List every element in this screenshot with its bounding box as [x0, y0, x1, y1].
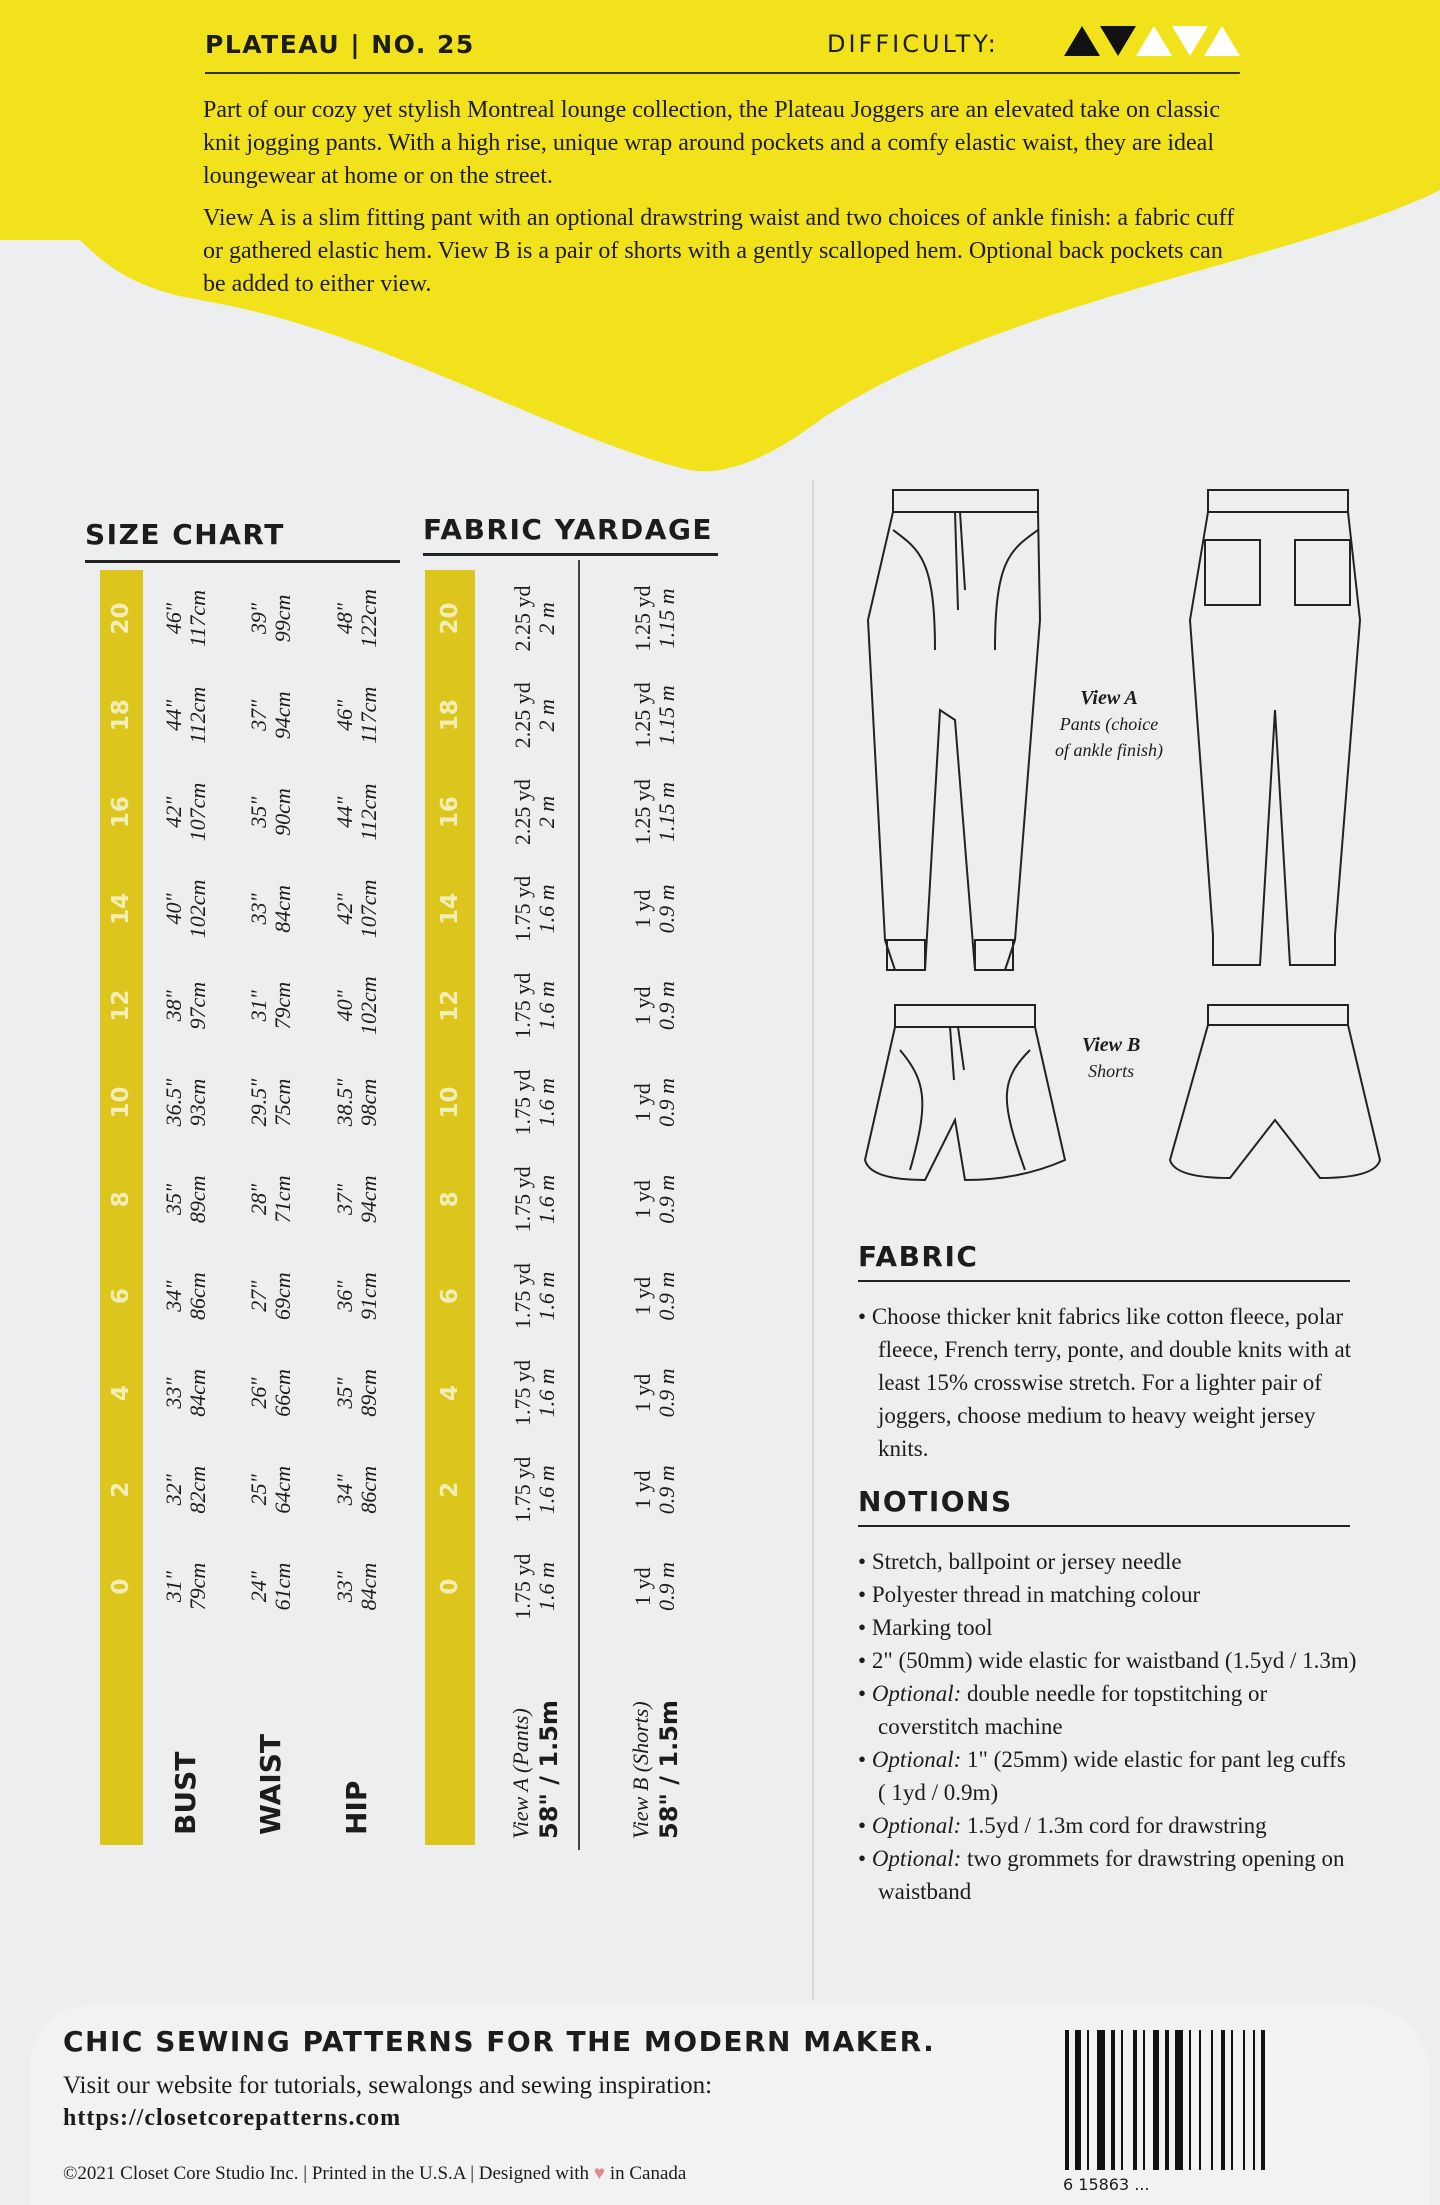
yardage-cell — [475, 1441, 595, 1538]
yardage-cell — [475, 1248, 595, 1345]
inches-value: 37" — [246, 699, 272, 731]
size-header: 0 — [425, 1538, 475, 1635]
view-b-back-drawing — [1170, 1005, 1380, 1178]
yard-value: 1.75 yd — [510, 1263, 536, 1330]
cm-value: 112cm — [184, 686, 210, 744]
yardage-cell — [595, 1151, 715, 1248]
inches-value: 35" — [160, 1183, 186, 1215]
yardage-cell — [475, 861, 595, 958]
cm-value: 107cm — [184, 782, 210, 842]
size-header: 18 — [100, 667, 143, 764]
copyright-canada: in Canada — [609, 2163, 687, 2184]
notion-item: • Optional: 1" (25mm) wide elastic for pant leg cuffs ( 1yd / 0.9m) — [858, 1747, 1346, 1805]
cm-value: 90cm — [270, 788, 296, 836]
inches-value: 32" — [160, 1474, 186, 1506]
size-cell — [143, 1151, 229, 1248]
barcode-bar — [1111, 2030, 1115, 2170]
cm-value: 99cm — [270, 594, 296, 643]
fabric-rule — [858, 1280, 1350, 1282]
yard-value: 2.25 yd — [510, 585, 536, 652]
inches-value: 40" — [160, 893, 186, 925]
barcode-bar — [1153, 2030, 1159, 2170]
view-a-desc2: of ankle finish) — [1055, 740, 1163, 760]
meter-value: 1.15 m — [654, 782, 680, 843]
size-cell — [229, 1054, 315, 1151]
view-b-title: View B — [1082, 1034, 1141, 1056]
yardage-cell — [595, 1441, 715, 1538]
yard-value: 1.75 yd — [510, 972, 536, 1039]
meter-value: 0.9 m — [654, 1271, 680, 1321]
barcode-bar — [1261, 2030, 1265, 2170]
cm-value: 89cm — [356, 1369, 382, 1417]
barcode-bars — [1063, 2030, 1333, 2170]
yardage-cell — [595, 764, 715, 861]
yardage-cell — [475, 570, 595, 667]
inches-value: 33" — [160, 1377, 186, 1409]
view-b-front-drawing — [865, 1005, 1065, 1180]
inches-value: 44" — [332, 796, 358, 828]
cm-value: 84cm — [356, 1562, 382, 1611]
cm-value: 94cm — [270, 691, 296, 740]
yard-value: 1 yd — [630, 1470, 656, 1510]
cm-value: 98cm — [356, 1078, 382, 1127]
cm-value: 71cm — [270, 1175, 296, 1224]
yardage-cell — [595, 1248, 715, 1345]
cm-value: 84cm — [184, 1369, 210, 1417]
barcode-bar — [1211, 2030, 1213, 2170]
inches-value: 48" — [332, 602, 358, 635]
inches-value: 34" — [160, 1280, 186, 1312]
yardage-row — [595, 570, 715, 1845]
cm-value: 91cm — [356, 1272, 382, 1320]
cm-value: 86cm — [184, 1272, 210, 1320]
cm-value: 75cm — [270, 1078, 296, 1127]
pattern-title: PLATEAU | NO. 25 — [205, 30, 475, 59]
barcode-bar — [1175, 2030, 1183, 2170]
barcode-bar — [1243, 2030, 1245, 2170]
yard-value: 1.75 yd — [510, 1166, 536, 1233]
meter-value: 1.15 m — [654, 685, 680, 746]
size-cell — [143, 667, 229, 764]
inches-value: 44" — [160, 699, 186, 731]
meter-value: 1.6 m — [534, 1174, 560, 1224]
cm-value: 89cm — [184, 1175, 210, 1224]
notion-item: • 2" (50mm) wide elastic for waistband (1.5yd / 1.3m) — [858, 1648, 1357, 1673]
size-header: 20 — [100, 570, 143, 667]
size-header: 4 — [425, 1345, 475, 1442]
size-cell — [314, 1538, 400, 1635]
size-cell — [314, 1345, 400, 1442]
column-divider — [812, 480, 814, 2000]
notions-list — [858, 1545, 1358, 1908]
size-header: 12 — [425, 957, 475, 1054]
meter-value: 1.6 m — [534, 1271, 560, 1321]
yardage-cell — [475, 764, 595, 861]
yard-value: 1.75 yd — [510, 1553, 536, 1620]
notions-rule — [858, 1525, 1350, 1527]
view-a-front-drawing — [868, 490, 1040, 970]
size-header: 16 — [100, 764, 143, 861]
yard-value: 1.25 yd — [630, 682, 656, 749]
size-header: 2 — [425, 1441, 475, 1538]
size-header: 8 — [425, 1151, 475, 1248]
size-header: 8 — [100, 1151, 143, 1248]
cm-value: 86cm — [356, 1465, 382, 1514]
notion-item: • Stretch, ballpoint or jersey needle — [858, 1549, 1182, 1574]
fabric-yardage-table — [425, 570, 715, 1845]
size-cell — [229, 570, 315, 667]
cm-value: 61cm — [270, 1562, 296, 1611]
inches-value: 36.5" — [160, 1078, 186, 1127]
yardage-cell — [475, 957, 595, 1054]
fabric-item: • Choose thicker knit fabrics like cotton fleece, polar fleece, French terry, ponte, and double knits with at least 15% crosswise stretch. For a lighter pair of joggers, choose medium to heavy weight jersey knits. — [858, 1304, 1352, 1461]
yard-value: 1.75 yd — [510, 1359, 536, 1426]
yard-value: 1 yd — [630, 889, 656, 929]
inches-value: 46" — [160, 602, 186, 635]
cm-value: 122cm — [356, 589, 382, 648]
size-cell — [229, 667, 315, 764]
size-header: 6 — [100, 1248, 143, 1345]
yard-value: 1 yd — [630, 1276, 656, 1316]
fabric-item-text: Choose thicker knit fabrics like cotton fleece, polar fleece, French terry, ponte, and double knits with at least 15% crosswise stretch. For a lighter pair of joggers, choose medium to heavy weight jersey knits. — [871, 1304, 1352, 1461]
size-header: 10 — [425, 1054, 475, 1151]
size-cell — [314, 1441, 400, 1538]
yardage-cell — [595, 861, 715, 958]
size-row — [314, 570, 400, 1845]
view-a-label — [1055, 685, 1163, 763]
inches-value: 38" — [160, 990, 186, 1022]
inches-value: 42" — [160, 796, 186, 828]
yard-value: 1.75 yd — [510, 1456, 536, 1523]
optional-label: Optional: — [871, 1681, 962, 1706]
barcode-bar — [1065, 2030, 1069, 2170]
size-header: 12 — [100, 957, 143, 1054]
size-cell — [314, 667, 400, 764]
size-cell — [229, 1151, 315, 1248]
difficulty-label: DIFFICULTY: — [827, 30, 999, 58]
meter-value: 1.6 m — [534, 1368, 560, 1418]
cm-value: 79cm — [184, 1562, 210, 1611]
cm-value: 107cm — [356, 879, 382, 939]
intro-paragraph: Part of our cozy yet stylish Montreal lounge collection, the Plateau Joggers are an elevated take on classic knit jogging pants. With a high rise, unique wrap around pockets and a comfy elastic waist, they are ideal loungewear at home or on the street. — [203, 97, 1220, 189]
measurement-label: WAIST — [254, 1734, 288, 1835]
copyright — [63, 2163, 686, 2185]
size-cell — [143, 1054, 229, 1151]
size-cell — [143, 957, 229, 1054]
inches-value: 29.5" — [246, 1078, 272, 1127]
yardage-header-blank — [425, 1635, 475, 1845]
yard-value: 1.25 yd — [630, 779, 656, 846]
cm-value: 79cm — [270, 981, 296, 1030]
yard-value: 1.75 yd — [510, 1069, 536, 1136]
measurement-label: HIP — [340, 1780, 374, 1835]
size-cell — [314, 570, 400, 667]
footer-visit-text: Visit our website for tutorials, sewalongs and sewing inspiration: — [63, 2072, 713, 2099]
notion-text: Marking tool — [871, 1615, 993, 1640]
barcode-digits: 6 15863 ... — [1063, 2175, 1150, 2194]
size-header: 6 — [425, 1248, 475, 1345]
footer-tagline: CHIC SEWING PATTERNS FOR THE MODERN MAKER. — [63, 2025, 936, 2058]
fabric-width: 58" / 1.5m — [534, 1700, 563, 1839]
meter-value: 0.9 m — [654, 1562, 680, 1612]
barcode-bar — [1165, 2030, 1169, 2170]
cm-value: 93cm — [184, 1078, 210, 1127]
notion-text: double needle for topstitching or coverstitch machine — [878, 1681, 1268, 1739]
fabric-list — [858, 1300, 1358, 1465]
size-header: 18 — [425, 667, 475, 764]
inches-value: 31" — [246, 990, 272, 1022]
size-cell — [143, 1441, 229, 1538]
notion-item: • Marking tool — [858, 1615, 993, 1640]
inches-value: 26" — [246, 1377, 272, 1409]
size-cell — [229, 1248, 315, 1345]
meter-value: 1.6 m — [534, 1465, 560, 1515]
meter-value: 2 m — [534, 699, 560, 732]
barcode — [1063, 2030, 1333, 2194]
inches-value: 42" — [332, 893, 358, 925]
cm-value: 69cm — [270, 1272, 296, 1320]
view-name: View B (Shorts) — [627, 1701, 653, 1839]
size-cell — [229, 861, 315, 958]
yardage-cell — [595, 1538, 715, 1635]
yard-value: 1 yd — [630, 1083, 656, 1122]
size-cell — [143, 861, 229, 958]
technical-drawings — [850, 480, 1410, 1200]
view-label-cell — [475, 1635, 595, 1845]
view-a-title: View A — [1080, 687, 1138, 709]
inches-value: 25" — [246, 1474, 272, 1506]
website-link[interactable]: https://closetcorepatterns.com — [63, 2105, 402, 2131]
view-b-desc: Shorts — [1088, 1061, 1135, 1081]
yardage-cell — [475, 1151, 595, 1248]
optional-label: Optional: — [871, 1747, 962, 1772]
yardage-cell — [595, 570, 715, 667]
size-cell — [314, 764, 400, 861]
yard-value: 1 yd — [630, 986, 656, 1025]
size-cell — [229, 1441, 315, 1538]
fabric-yardage-title: FABRIC YARDAGE — [423, 513, 714, 546]
size-header: 16 — [425, 764, 475, 861]
barcode-bar — [1087, 2030, 1089, 2170]
inches-value: 31" — [160, 1570, 186, 1603]
size-cell — [229, 764, 315, 861]
inches-value: 39" — [246, 602, 272, 635]
size-cell — [143, 1538, 229, 1635]
size-cell — [143, 570, 229, 667]
inches-value: 34" — [332, 1474, 358, 1506]
inches-value: 38.5" — [332, 1078, 358, 1127]
meter-value: 0.9 m — [654, 1078, 680, 1127]
inches-value: 24" — [246, 1570, 272, 1603]
yardage-cell — [475, 1054, 595, 1151]
views-paragraph: View A is a slim fitting pant with an optional drawstring waist and two choices of ankle finish: a fabric cuff or gathered elastic hem. View B is a pair of shorts with a gently scalloped hem. Optional back pockets can be added to either view. — [203, 205, 1235, 297]
measurement-label: BUST — [168, 1751, 202, 1835]
yard-value: 1.25 yd — [630, 585, 656, 652]
yard-value: 2.25 yd — [510, 779, 536, 846]
size-row — [143, 570, 229, 1845]
view-name: View A (Pants) — [507, 1708, 533, 1839]
inches-value: 35" — [332, 1377, 358, 1409]
meter-value: 1.6 m — [534, 1562, 560, 1612]
notion-item: • Optional: two grommets for drawstring opening on waistband — [858, 1846, 1345, 1904]
yardage-rule — [423, 553, 718, 556]
size-cell — [314, 1054, 400, 1151]
barcode-bar — [1231, 2030, 1233, 2170]
cm-value: 102cm — [184, 879, 210, 939]
size-header-blank — [100, 1635, 143, 1845]
size-chart-title: SIZE CHART — [85, 518, 285, 551]
cm-value: 94cm — [356, 1175, 382, 1224]
inches-value: 35" — [246, 796, 272, 828]
barcode-bar — [1143, 2030, 1145, 2170]
cm-value: 84cm — [270, 885, 296, 933]
meter-value: 0.9 m — [654, 884, 680, 934]
heart-icon: ♥ — [593, 2163, 606, 2184]
view-a-back-drawing — [1190, 490, 1360, 965]
size-header: 4 — [100, 1345, 143, 1442]
yardage-cell — [475, 1345, 595, 1442]
yardage-cell — [475, 1538, 595, 1635]
notion-text: Stretch, ballpoint or jersey needle — [871, 1549, 1182, 1574]
inches-value: 28" — [246, 1183, 272, 1215]
size-header: 20 — [425, 570, 475, 667]
cm-value: 82cm — [184, 1465, 210, 1514]
barcode-bar — [1189, 2030, 1191, 2170]
meter-value: 0.9 m — [654, 1368, 680, 1418]
inches-value: 33" — [332, 1570, 358, 1603]
notion-text: two grommets for drawstring opening on waistband — [878, 1846, 1345, 1904]
meter-value: 0.9 m — [654, 1174, 680, 1224]
cm-value: 102cm — [356, 976, 382, 1036]
size-chart-rule — [85, 560, 400, 563]
size-cell — [229, 1538, 315, 1635]
inches-value: 40" — [332, 990, 358, 1022]
inches-value: 33" — [246, 893, 272, 925]
inches-value: 46" — [332, 699, 358, 731]
size-row — [229, 570, 315, 1845]
size-cell — [143, 1345, 229, 1442]
view-b-label — [1082, 1032, 1140, 1084]
optional-label: Optional: — [871, 1813, 962, 1838]
notion-text: 1.5yd / 1.3m cord for drawstring — [961, 1813, 1267, 1838]
notion-text: 1" (25mm) wide elastic for pant leg cuffs ( 1yd / 0.9m) — [878, 1747, 1346, 1805]
copyright-text: ©2021 Closet Core Studio Inc. | Printed in the U.S.A | Designed with — [63, 2163, 590, 2184]
yard-value: 1 yd — [630, 1180, 656, 1219]
fabric-title: FABRIC — [858, 1240, 979, 1273]
size-cell — [314, 1151, 400, 1248]
notion-text: 2" (50mm) wide elastic for waistband (1.5yd / 1.3m) — [871, 1648, 1357, 1673]
yard-value: 1 yd — [630, 1373, 656, 1413]
cm-value: 97cm — [184, 981, 210, 1030]
notion-item: • Optional: 1.5yd / 1.3m cord for drawstring — [858, 1813, 1267, 1838]
barcode-bar — [1253, 2030, 1255, 2170]
meter-value: 1.15 m — [654, 588, 680, 649]
size-cell — [314, 861, 400, 958]
size-header: 14 — [425, 861, 475, 958]
barcode-bar — [1133, 2030, 1137, 2170]
size-header: 14 — [100, 861, 143, 958]
yardage-cell — [595, 667, 715, 764]
barcode-bar — [1199, 2030, 1201, 2170]
meter-value: 1.6 m — [534, 884, 560, 934]
size-cell — [314, 1248, 400, 1345]
notion-text: Polyester thread in matching colour — [871, 1582, 1201, 1607]
notion-item: • Polyester thread in matching colour — [858, 1582, 1201, 1607]
optional-label: Optional: — [871, 1846, 962, 1871]
meter-value: 2 m — [534, 602, 560, 635]
meter-value: 2 m — [534, 795, 560, 829]
size-cell — [314, 957, 400, 1054]
yardage-cell — [595, 957, 715, 1054]
inches-value: 27" — [246, 1280, 272, 1312]
size-cell — [143, 1248, 229, 1345]
yardage-row — [475, 570, 595, 1845]
size-cell — [143, 764, 229, 861]
meter-value: 0.9 m — [654, 981, 680, 1031]
size-header: 0 — [100, 1538, 143, 1635]
size-cell — [229, 957, 315, 1054]
yardage-cell — [475, 667, 595, 764]
barcode-bar — [1121, 2030, 1123, 2170]
fabric-width: 58" / 1.5m — [654, 1700, 683, 1839]
notion-item: • Optional: double needle for topstitching or coverstitch machine — [858, 1681, 1268, 1739]
yardage-cell — [595, 1054, 715, 1151]
barcode-bar — [1097, 2030, 1105, 2170]
meter-value: 1.6 m — [534, 1078, 560, 1127]
yard-value: 2.25 yd — [510, 682, 536, 749]
difficulty-triangles-icon — [1062, 22, 1242, 58]
yard-value: 1.75 yd — [510, 875, 536, 942]
barcode-bar — [1221, 2030, 1225, 2170]
size-cell — [229, 1345, 315, 1442]
barcode-bar — [1075, 2030, 1081, 2170]
cm-value: 117cm — [356, 686, 382, 744]
inches-value: 36" — [332, 1280, 358, 1312]
cm-value: 117cm — [184, 589, 210, 647]
notions-title: NOTIONS — [858, 1485, 1013, 1518]
size-header: 2 — [100, 1441, 143, 1538]
view-a-desc1: Pants (choice — [1059, 714, 1159, 734]
yard-value: 1 yd — [630, 1567, 656, 1606]
cm-value: 112cm — [356, 783, 382, 841]
header-rule — [205, 72, 1240, 74]
inches-value: 37" — [332, 1183, 358, 1215]
cm-value: 66cm — [270, 1369, 296, 1417]
meter-value: 0.9 m — [654, 1465, 680, 1515]
size-header: 10 — [100, 1054, 143, 1151]
yardage-cell — [595, 1345, 715, 1442]
cm-value: 64cm — [270, 1465, 296, 1514]
view-label-cell — [595, 1635, 715, 1845]
size-chart-table — [100, 570, 400, 1845]
meter-value: 1.6 m — [534, 981, 560, 1031]
